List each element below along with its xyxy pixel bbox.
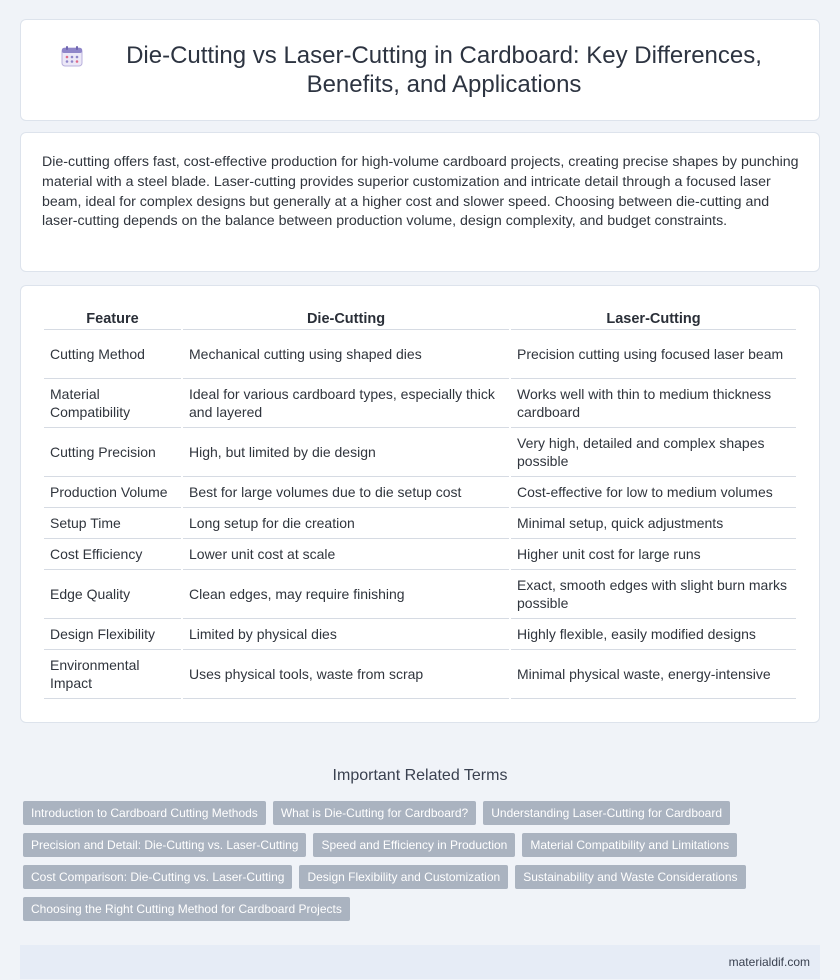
related-term-link[interactable]: Precision and Detail: Die-Cutting vs. Laser-Cutting [23, 833, 306, 857]
table-row [44, 428, 796, 477]
die-cutting-cell: Limited by physical dies [183, 619, 509, 650]
laser-cutting-cell: Exact, smooth edges with slight burn marks possible [511, 570, 796, 619]
related-terms-heading: Important Related Terms [332, 767, 508, 784]
related-term-link[interactable]: Introduction to Cardboard Cutting Methods [23, 801, 266, 825]
column-header-die-cutting: Die-Cutting [183, 301, 509, 330]
related-term-link[interactable]: Material Compatibility and Limitations [522, 833, 737, 857]
die-cutting-cell: High, but limited by die design [183, 428, 509, 477]
die-cutting-cell: Long setup for die creation [183, 508, 509, 539]
table-row [44, 539, 796, 570]
feature-cell: Material Compatibility [44, 379, 181, 428]
table-row [44, 379, 796, 428]
table-row [44, 477, 796, 508]
title-wrap [61, 41, 779, 99]
related-terms-list [23, 801, 813, 929]
die-cutting-cell: Lower unit cost at scale [183, 539, 509, 570]
die-cutting-cell: Uses physical tools, waste from scrap [183, 650, 509, 699]
feature-cell: Cutting Method [44, 330, 181, 379]
laser-cutting-cell: Works well with thin to medium thickness cardboard [511, 379, 796, 428]
laser-cutting-cell: Precision cutting using focused laser beam [511, 330, 796, 379]
column-header-feature: Feature [44, 301, 181, 330]
comparison-table-card [20, 285, 820, 723]
laser-cutting-cell: Very high, detailed and complex shapes possible [511, 428, 796, 477]
table-row [44, 650, 796, 699]
related-term-link[interactable]: Cost Comparison: Die-Cutting vs. Laser-Cutting [23, 865, 292, 889]
laser-cutting-cell: Higher unit cost for large runs [511, 539, 796, 570]
column-header-laser-cutting: Laser-Cutting [511, 301, 796, 330]
laser-cutting-cell: Minimal physical waste, energy-intensive [511, 650, 796, 699]
calendar-icon [61, 45, 83, 67]
table-row [44, 619, 796, 650]
table-row [44, 508, 796, 539]
intro-paragraph: Die-cutting offers fast, cost-effective production for high-volume cardboard projects, creating precise shapes by punching material with a steel blade. Laser-cutting provides superior customization and intricate detail through a focused laser beam, ideal for complex designs but generally at a higher cost and slower speed. Choosing between die-cutting and laser-cutting depends on the balance between production volume, design complexity, and budget constraints. [42, 154, 799, 230]
die-cutting-cell: Ideal for various cardboard types, especially thick and layered [183, 379, 509, 428]
related-term-link[interactable]: Understanding Laser-Cutting for Cardboard [483, 801, 730, 825]
die-cutting-cell: Best for large volumes due to die setup cost [183, 477, 509, 508]
related-term-link[interactable]: Design Flexibility and Customization [299, 865, 508, 889]
feature-cell: Cost Efficiency [44, 539, 181, 570]
intro-card [20, 132, 820, 272]
feature-cell: Production Volume [44, 477, 181, 508]
table-row [44, 570, 796, 619]
related-term-link[interactable]: Sustainability and Waste Considerations [515, 865, 745, 889]
related-term-link[interactable]: Choosing the Right Cutting Method for Cardboard Projects [23, 897, 350, 921]
table-row [44, 330, 796, 379]
footer [20, 945, 820, 979]
table-header-row [44, 301, 796, 330]
die-cutting-cell: Clean edges, may require finishing [183, 570, 509, 619]
die-cutting-cell: Mechanical cutting using shaped dies [183, 330, 509, 379]
laser-cutting-cell: Minimal setup, quick adjustments [511, 508, 796, 539]
comparison-table [42, 301, 798, 699]
laser-cutting-cell: Highly flexible, easily modified designs [511, 619, 796, 650]
related-term-link[interactable]: What is Die-Cutting for Cardboard? [273, 801, 476, 825]
related-term-link[interactable]: Speed and Efficiency in Production [313, 833, 515, 857]
footer-site-link[interactable]: materialdif.com [728, 955, 810, 969]
title-card [20, 19, 820, 121]
feature-cell: Environmental Impact [44, 650, 181, 699]
feature-cell: Edge Quality [44, 570, 181, 619]
laser-cutting-cell: Cost-effective for low to medium volumes [511, 477, 796, 508]
feature-cell: Setup Time [44, 508, 181, 539]
page-title: Die-Cutting vs Laser-Cutting in Cardboard: Key Differences, Benefits, and Applications [126, 42, 762, 98]
feature-cell: Cutting Precision [44, 428, 181, 477]
feature-cell: Design Flexibility [44, 619, 181, 650]
